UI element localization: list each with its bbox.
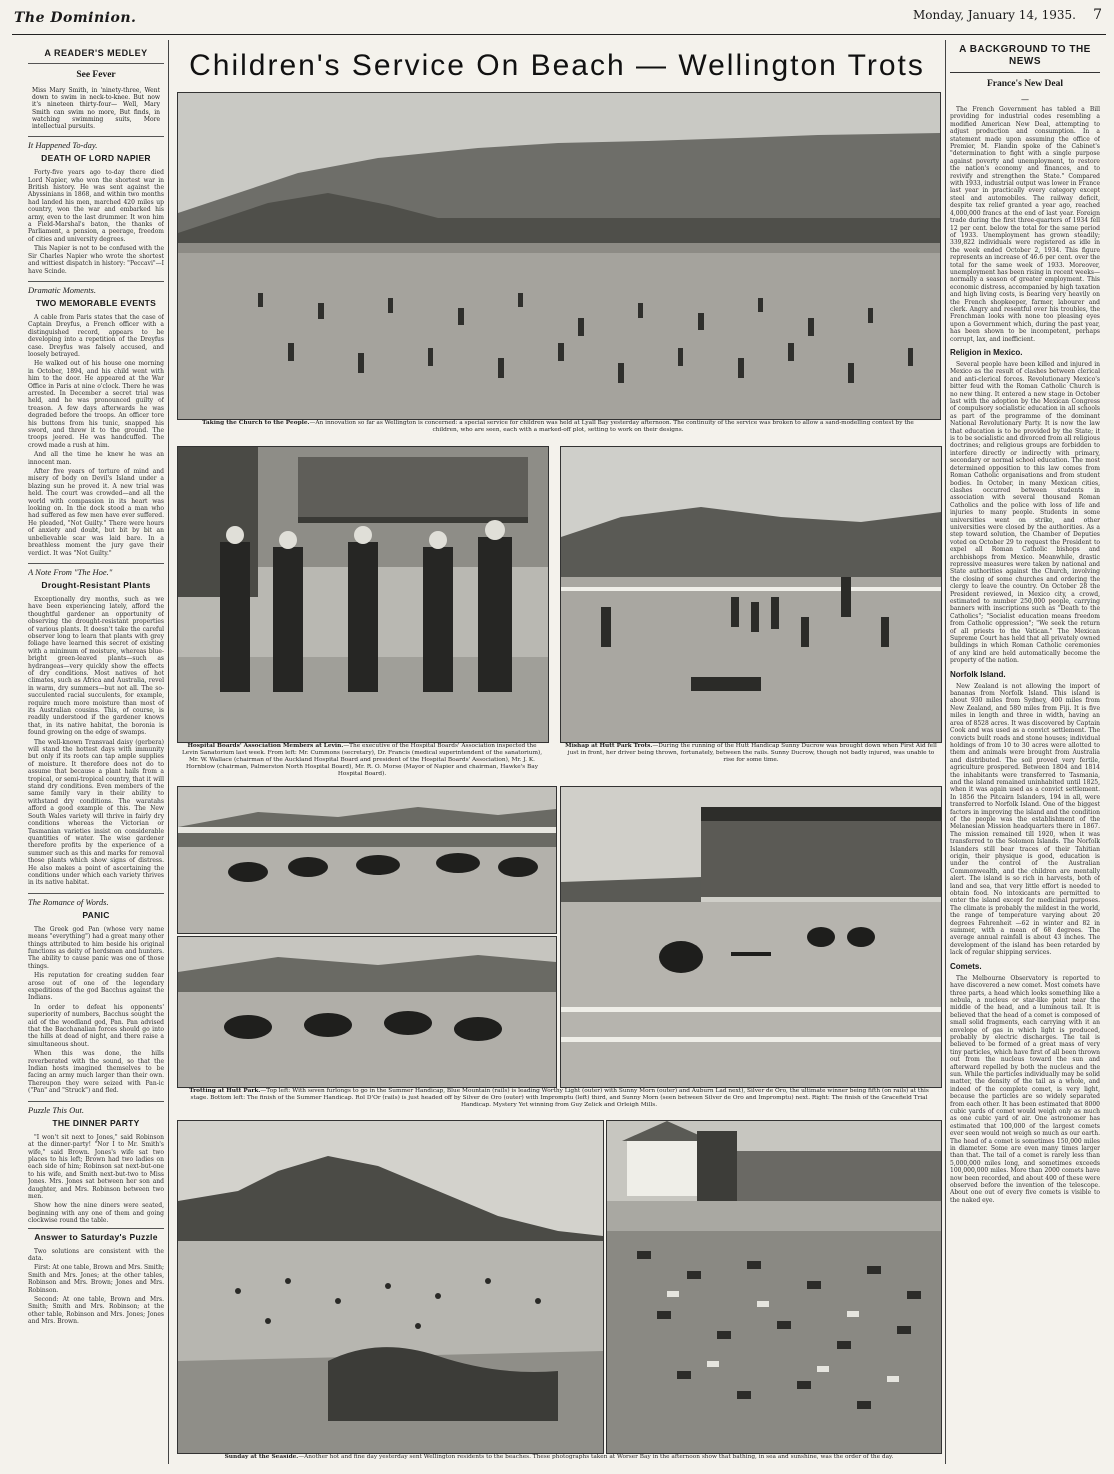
divider-ornament: — (1021, 95, 1029, 104)
caption-title: Sunday at the Seaside. (224, 1454, 299, 1460)
article-paragraph: When this was done, the hills reverberated with the sound, so that the Indian hosts imagined themselves to be facing an army much larger than their own. Thereupon they were seized with Pan-ic ("Pan" and "Struck") and fled. (28, 1050, 164, 1095)
puzzle-headline: THE DINNER PARTY (52, 1117, 140, 1128)
hoe-kicker: A Note From "The Hoe." (28, 563, 164, 577)
photo-feature (172, 44, 942, 1462)
caption-beach-service (192, 420, 924, 442)
photo-gracefield-trial (560, 786, 942, 1088)
newspaper-title: The Dominion. (14, 10, 137, 26)
photo-seaside-crowd (606, 1120, 942, 1454)
article-paragraph: "I won't sit next to Jones," said Robinson at the dinner-party! "Nor I to Mr. Smith's wife," said Brown. Jones's wife sat two places to his left; Brown had two ladies on each side of him; Robinson sat next-but-one to his wife, and Smith next-but-two to Miss Jones. Mrs. Jones sat between her son and daughter, and Mrs. Robinson between two men. (28, 1133, 164, 1200)
caption-seaside (180, 1454, 938, 1474)
article-paragraph: New Zealand is not allowing the import of bananas from Norfolk Island. This island is about 930 miles from Sydney, 400 miles from New Zealand, and 580 miles from Fiji. It is five miles in length and three in width, having an area of 8528 acres. It was discovered by Captain Cook and was used as a convict settlement. The convicts built roads and stone houses; individual holdings of from 10 to 30 acres were allotted to them and animals were brought from Australia and distributed. The soil proved very fertile, agriculture prospered. Between 1804 and 1814 the inhabitants were transferred to Tasmania, and the island remained uninhabited until 1825, when it was again used as a convict settlement. In 1856 the Pitcairn Islanders, 194 in all, were transferred to Norfolk Island. One of the biggest factors in improving the island and the condition of the people was the establishment of the Melanesian Mission headquarters there in 1867. The mission remained till 1920, when it was transferred to the Solomon Islands. The Norfolk Islanders still bear traces of their Tahitian origin, their physique is good, education is under the control of the Australian Commonwealth, and the children are mentally alert. The island is so rich in harvests, both of land and sea, that very little effort is needed to obtain food. No intoxicants are permitted to enter the island except for medicinal purposes. The climate is probably the mildest in the world, the range of temperature varying about 20 degrees Fahrenheit —62 in winter and 82 in summer, with a mean of 68 degrees. The average annual rainfall is about 43 inches. The development of the island has been retarded by lack of regular shipping services. (950, 682, 1100, 957)
see-fever-poem: Miss Mary Smith, in 'ninety-three, Went down to swim in neck-to-knee. But now it's nineteen thirty-four— Well, Mary Smith can swim no more, But finds, in watching swimming suits, More intellectual pursuits. (32, 87, 160, 131)
column-rule-right (945, 40, 946, 1464)
section-title: A READER'S MEDLEY (44, 48, 148, 58)
caption-text: —The executive of the Hospital Boards' Association inspected the Levin Sanatorium last week. From left: Mr. Cummons (secretary), Dr. Francis (medical superintendent of the sanatorium), Mr. W. Wallace (chairman of the Auckland Hospital Board and president of the Hospital Boards' Association), Mr. J. K. Hornblow (chairman, Palmerston North Hospital Board), Mr. R. O. Morse (Mayor of Napier and chairman, Hawke's Bay Hospital Board). (181, 743, 543, 777)
article-paragraph: The Melbourne Observatory is reported to have discovered a new comet. Most comets have three parts, a head which looks something like a nebula, a nucleus or star-like point near the middle of the head, and a luminous tail. It is believed that the head of a comet is composed of small solid fragments, each carrying with it an envelope of gas in which light is produced, probably by electric discharges. The tail is believed to be formed of a great mass of very tiny particles, which have first of all been thrown out from the nucleus toward the sun and afterward repelled by both the nucleus and the sun. While the particles individually may be solid matter, the density of the tail as a whole, and indeed of the complete comet, is very light, because the particles are so widely separated from each other. It has been estimated that 8000 cubic yards of comet would weigh only as much as one cubic yard of air. One astronomer has estimated that 100,000 of the largest comets ever seen would not weigh so much as our earth. The head of a comet is sometimes 150,000 miles in diameter. Some are even many times larger than that. The tail of a comet is rarely less than 5,000,000 miles long, and sometimes exceeds 100,000,000 miles. More than 2000 comets have now been recorded, and about 400 of these were observed before the invention of the telescope. About one out of every five comets is visible to the naked eye. (950, 974, 1100, 1204)
photo-beach-service (177, 92, 941, 420)
france-headline: France's New Deal (987, 79, 1063, 89)
article-paragraph: The well-known Transvaal daisy (gerbera) will stand the hottest days with immunity but only if its roots can tap ample supplies of moisture. It therefore does not do to assume that because a plant hails from a tropical, or semi-tropical country, that it will stand dry conditions. Even members of the same family vary in their ability to withstand dry conditions. The waratahs afford a good example of this. The New South Wales variety will thrive in fairly dry conditions whereas the Victorian or Tasmanian varieties insist on considerable quantities of water. The wise gardener therefore profits by the experience of a summer such as this and marks for removal those plants which show signs of distress. He also makes a point of ascertaining the conditions under which each variety thrives in its native habitat. (28, 738, 164, 887)
caption-text: —Top left: With seven furlongs to go in the Summer Handicap, Blue Mountain (rails) is leading Worthy Light (outer) with Sunny Morn (outer) and Auburn Lad next), Silver de Oro, the ultimate winner being fifth (on rails) at this stage. Bottom left: The finish of the Summer Handicap. Rol D'Or (rails) is just headed off by Silver de Oro (outer) with Impromptu (left) third, and Sunny Morn (seen between Silver de Oro and Impromptu) next. Right: The finish of the Gracefield Trial Handicap. Mystery Yet winning from Guy Zelick and Orleigh Mills. (190, 1088, 929, 1108)
article-paragraph: A cable from Paris states that the case of Captain Dreyfus, a French officer with a distinguished record, appears to be developing into a repetition of the Dreyfus case. Dreyfus was falsely accused, and loosely betrayed. (28, 313, 164, 358)
article-paragraph: The French Government has tabled a Bill providing for industrial codes resembling a modified American New Deal, attempting to adjust production and consumption. In a statement made upon assuming the office of Premier, M. Flandin spoke of the Cabinet's "determination to fight with a single purpose against poverty and unemployment, to restore the nation's economy and finances, and to revivify and strengthen the State." Compared with 1933, industrial output was lower in France last year in practically every category except steel and automobiles. The railway deficit, despite tax relief granted a year ago, reached 4,000,000 francs at the end of last year. Foreign trade during the first three-quarters of 1934 fell 12 per cent. below the total for the same period of 1933. Unemployment has grown steadily; 339,822 individuals were registered as idle in the week ended October 2, 1934. This figure represents an increase of 46.6 per cent. over the total for the same week of 1933. Moreover, unemployment has been rising in recent weeks—normally a season of greater employment. This economic distress, accompanied by high taxation and high living costs, is bearing very heavily on the French shopkeeper, farmer, labourer and clerk. Angry and resentful over his troubles, the Frenchman looks with none too pleasing eyes upon a Government which, during the past year, has been shown to be incompetent, perhaps corrupt, lax, and inefficient. (950, 106, 1100, 343)
words-kicker: The Romance of Words. (28, 893, 164, 907)
norfolk-headline: Norfolk Island. (950, 669, 1006, 679)
caption-hospital-boards (180, 743, 544, 777)
mexico-headline: Religion in Mexico. (950, 348, 1023, 357)
article-paragraph: And all the time he knew he was an innocent man. (28, 451, 164, 466)
article-paragraph: In order to defeat his opponents' superiority of numbers, Bacchus sought the aid of the woodland god, Pan. Pan advised that the Bacchanalian forces should go into the hills at dead of night, and there raise a simultaneous shout. (28, 1003, 164, 1048)
puzzle-kicker: Puzzle This Out. (28, 1101, 164, 1115)
photo-hospital-boards (177, 446, 549, 743)
caption-title: Hospital Boards' Association Members at Levin. (187, 743, 344, 749)
article-paragraph: Show how the nine diners were seated, beginning with any one of them and going clockwise round the table. (28, 1202, 164, 1225)
caption-hutt-mishap (564, 743, 938, 771)
divider (28, 63, 164, 64)
caption-text: —Another hot and fine day yesterday sent Wellington residents to the beaches. These photographs taken at Worser Bay in the afternoon show that bathing, in sea and sunshine, was the order of the day. (298, 1454, 894, 1460)
article-paragraph: Several people have been killed and injured in Mexico as the result of clashes between clerical and anti-clerical forces. Revolutionary Mexico's bitter feud with the Roman Catholic Church is no new thing. It entered a new stage in October last with the adoption by the Mexican Congress of compulsory socialistic education in all schools as part of the programme of the dominant National Revolutionary Party. It is now the law that education is to be provided by the State; it is to be socialistic and divorced from all religious doctrines; and religious groups are forbidden to interfere directly or indirectly with primary, secondary or normal school education. The most determined opposition to this law comes from Roman Catholic organisations and from student bodies. In October, in many Mexican cities, clashes occurred between students in association with several thousand Roman Catholics and the police with loss of life and injuries to many people. Students in some universities went on strike, and other universities were closed by the authorities. As a step toward solution, the Chamber of Deputies voted on October 29 to request the President to expel all Roman Catholic bishops and archbishops from Mexico. Meanwhile, drastic repressive measures were taken by national and State authorities against the Church, involving the closing of some churches and ordering the clergy to leave the country. On October 28 the President reviewed, in Mexico city, a crowd, estimated to number 250,000 people, carrying banners with inscriptions such as "Death to the Catholics"; "Socialist education means freedom from Catholic oppression"; "We seek the return of all priests to the Vatican." The Mexican Supreme Court has held that all privately owned buildings in which Roman Catholic ceremonies of any kind are held automatically become the property of the nation. (950, 361, 1100, 665)
caption-title: Mishap at Hutt Park Trots. (565, 743, 653, 749)
article-paragraph: Exceptionally dry months, such as we have been experiencing lately, afford the thoughtful gardener an opportunity of observing the drought-resistant properties of various plants. It doesn't take the careful observer long to learn that plants with grey foliage have learned this secret of existing with a minimum of moisture, whereas blue-bright green-leaved plants—such as hydrangeas—very quickly show the effects of dry conditions. Most natives of hot climates, such as Africa and Australia, revel in warm, dry summers—but not all. The so-succulented racial succulents, for example, require much more moisture than most of its Australian cousins. This, of course, is readily understood if the gardener knows that, in its native habitat, the boronia is found growing on the edge of swamps. (28, 595, 164, 737)
article-paragraph: This Napier is not to be confused with the Sir Charles Napier who wrote the shortest and wittiest dispatch in history: "Peccavi"—I have Scinde. (28, 245, 164, 275)
photo-trotting-summer-handicap (177, 786, 557, 934)
column-rule-left (168, 40, 169, 1464)
comets-headline: Comets. (950, 961, 982, 971)
article-paragraph: Forty-five years ago to-day there died Lord Napier, who won the shortest war in British history. He was sent against the Abyssinians in 1868, and within two months had landed his men, marched 420 miles up country, won the war and embarked his army, even to the last drummer. It won him a Field-Marshal's baton, the thanks of Parliament, a pension, a peerage, freedom of cities and university degrees. (28, 169, 164, 243)
article-paragraph: The Greek god Pan (whose very name means "everything") had a great many other things attributed to him beside his original functions as deity of herdsmen and hunters. The ability to cause panic was one of those things. (28, 925, 164, 970)
photo-hutt-mishap (560, 446, 942, 743)
right-column (950, 44, 1100, 1462)
dramatic-headline: TWO MEMORABLE EVENTS (35, 297, 157, 308)
photo-trotting-finish (177, 936, 557, 1088)
article-paragraph: He walked out of his house one morning in October, 1894, and his child went with him to the door. He appeared at the War Office in Paris at nine o'clock. There he was arrested. In December a secret trial was held, and he was pronounced guilty of treason. A few days afterwards he was degraded before the troops. An officer tore his buttons from his tunic, snapped his sword, and threw it to the ground. The troops jeered. He was handcuffed. The crowd made a rush at him. (28, 360, 164, 449)
caption-text: —An innovation so far as Wellington is concerned: a special service for children was held at Lyall Bay yesterday afternoon. The continuity of the service was broken to allow a sand-modelling contest by the children, who are seen, each with a marked-off plot, setting to work on their designs. (309, 420, 914, 433)
article-paragraph: First: At one table, Brown and Mrs. Smith; Smith and Mrs. Jones; at the other tables, Robinson and Mrs. Brown; Jones and Mrs. Robinson. (28, 1264, 164, 1294)
article-paragraph: His reputation for creating sudden fear arose out of one of the legendary expeditions of the god Bacchus against the Indians. (28, 972, 164, 1002)
divider (28, 1228, 164, 1229)
see-fever-title: See Fever (76, 70, 116, 80)
today-kicker: It Happened To-day. (28, 136, 164, 150)
words-headline: PANIC (82, 909, 110, 920)
page-number: 7 (1093, 7, 1102, 23)
masthead (12, 4, 1106, 35)
issue-date: Monday, January 14, 1935. (912, 8, 1076, 22)
dramatic-kicker: Dramatic Moments. (28, 281, 164, 295)
answer-headline: Answer to Saturday's Puzzle (34, 1231, 158, 1242)
hoe-headline: Drought-Resistant Plants (41, 579, 151, 590)
today-headline: DEATH OF LORD NAPIER (41, 153, 151, 164)
article-paragraph: After five years of torture of mind and misery of body on Devil's Island under a blazing sun he proved it. A new trial was held. The court was crowded—and all the world with compassion in its heart was looking on. In the dock stood a man who had suffered as few men have ever suffered. He pleaded, "Not Guilty." There were hours of anxiety and doubt, but bit by bit an unbelievable scar was laid bare. In a breathless moment the jury gave their verdict. It was "Not Guilty." (28, 468, 164, 557)
caption-text: —During the running of the Hutt Handicap Sunny Ducrow was brought down when First Aid fell just in front, her driver being thrown, fortunately, between the rails. Sunny Ducrow, though not badly injured, was unable to rise for some time. (567, 743, 937, 763)
article-paragraph: Two solutions are consistent with the data. (28, 1247, 164, 1262)
article-paragraph: Second: At one table, Brown and Mrs. Smith; Smith and Mrs. Robinson; at the other table, Robinson and Mrs. Jones; Jones and Mrs. Brown. (28, 1296, 164, 1326)
section-title: A BACKGROUND TO THE NEWS (950, 44, 1100, 73)
feature-headline: Children's Service On Beach — Wellington Trots (189, 49, 925, 82)
caption-title: Taking the Church to the People. (202, 420, 310, 426)
caption-title: Trotting at Hutt Park. (189, 1088, 261, 1094)
caption-trotting (180, 1088, 938, 1116)
left-column (28, 44, 164, 1462)
photo-seaside-swimmers (177, 1120, 604, 1454)
